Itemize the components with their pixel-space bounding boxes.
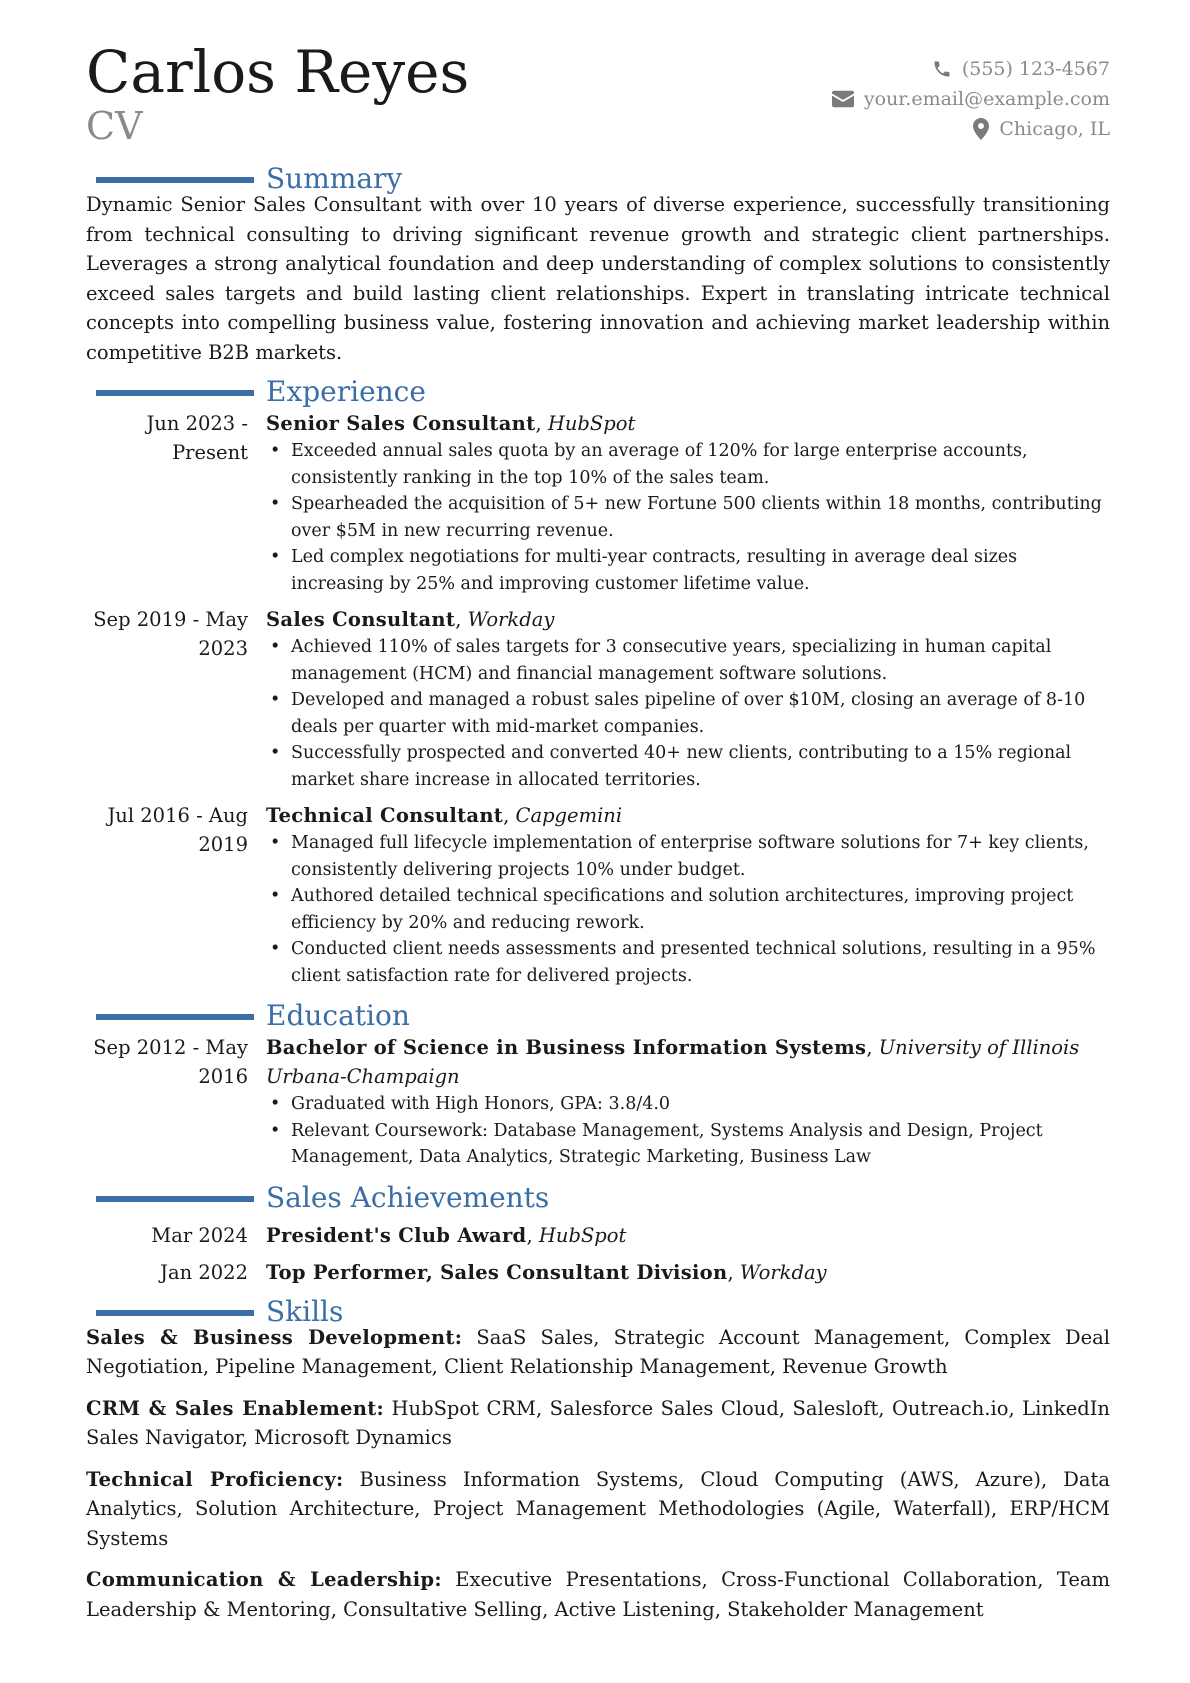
section-bar — [96, 1196, 254, 1202]
entry-title: President's Club Award, HubSpot — [266, 1223, 627, 1247]
entry-title: Top Performer, Sales Consultant Division, Workday — [266, 1260, 827, 1284]
experience-list — [86, 409, 1110, 989]
skill-group — [86, 1394, 1110, 1453]
entry-org: HubSpot — [547, 412, 636, 435]
entry-role: Bachelor of Science in Business Information Systems — [266, 1036, 867, 1059]
section-title: Experience — [266, 375, 426, 408]
envelope-icon — [832, 90, 854, 108]
section-bar — [96, 1014, 254, 1020]
bullet-item: • Relevant Coursework: Database Management, Systems Analysis and Design, Project Management, Data Analytics, Strategic Marketing, Business Law — [266, 1118, 1110, 1171]
entry-org: Capgemini — [515, 804, 623, 827]
section-title: Sales Achievements — [266, 1180, 550, 1214]
skill-text: Business Information Systems, Cloud Computing (AWS, Azure), Data Analytics, Solution Architecture, Project Management Methodologies (Agile, Waterfall), ERP/HCM Systems — [86, 1467, 1110, 1550]
entry-date: Jun 2023 - Present — [146, 412, 248, 464]
skill-group — [86, 1323, 1110, 1382]
education-entry — [86, 1033, 1110, 1171]
candidate-name: Carlos Reyes — [86, 38, 470, 106]
entry-title: Senior Sales Consultant, HubSpot — [266, 412, 636, 435]
section-summary-heading — [86, 160, 1110, 198]
skill-text: HubSpot CRM, Salesforce Sales Cloud, Salesloft, Outreach.io, LinkedIn Sales Navigator, Microsoft Dynamics — [86, 1396, 1110, 1449]
entry-bullets — [266, 634, 1110, 793]
entry-role: Technical Consultant — [266, 804, 504, 827]
entry-role: Sales Consultant — [266, 608, 456, 631]
education-list — [86, 1033, 1110, 1171]
skills-list — [86, 1323, 1110, 1625]
section-experience-heading — [86, 373, 1110, 411]
entry-bullets — [266, 830, 1110, 989]
section-bar — [96, 1310, 254, 1316]
entry-date: Jul 2016 - Aug 2019 — [107, 804, 248, 856]
contact-email[interactable] — [832, 84, 1110, 114]
entry-org: HubSpot — [538, 1223, 627, 1247]
experience-entry — [86, 605, 1110, 793]
bullet-item: • Developed and managed a robust sales pipeline of over $10M, closing an average of 8-10 deals per quarter with mid-market companies. — [266, 687, 1110, 740]
achievement-entry — [86, 1217, 1110, 1254]
experience-entry — [86, 801, 1110, 989]
contact-info — [832, 54, 1110, 144]
skill-text: SaaS Sales, Strategic Account Management, Complex Deal Negotiation, Pipeline Management, Client Relationship Management, Revenue Growth — [86, 1325, 1110, 1378]
section-title: Education — [266, 999, 410, 1032]
location-text: Chicago, IL — [999, 118, 1110, 140]
contact-phone — [832, 54, 1110, 84]
bullet-item: • Successfully prospected and converted 40+ new clients, contributing to a 15% regional market share increase in allocated territories. — [266, 740, 1110, 793]
entry-org: University of Illinois Urbana-Champaign — [266, 1036, 1080, 1088]
skill-label: CRM & Sales Enablement: — [86, 1396, 385, 1420]
section-bar — [96, 390, 254, 396]
bullet-item: • Graduated with High Honors, GPA: 3.8/4.0 — [266, 1091, 1110, 1118]
achievement-entry — [86, 1254, 1110, 1291]
skill-label: Sales & Business Development: — [86, 1325, 463, 1349]
contact-location — [832, 114, 1110, 144]
phone-icon — [932, 59, 952, 79]
entry-role: Top Performer, Sales Consultant Division — [266, 1260, 728, 1284]
entry-date: Sep 2019 - May 2023 — [93, 608, 248, 660]
skill-text: Executive Presentations, Cross-Functional Collaboration, Team Leadership & Mentoring, Consultative Selling, Active Listening, Stakeholder Management — [86, 1568, 1110, 1621]
entry-title: Bachelor of Science in Business Information Systems, University of Illinois Urbana-Champaign — [266, 1036, 1080, 1088]
bullet-item: • Led complex negotiations for multi-year contracts, resulting in average deal sizes increasing by 25% and improving customer lifetime value. — [266, 544, 1110, 597]
bullet-item: • Authored detailed technical specifications and solution architectures, improving project efficiency by 20% and reducing rework. — [266, 883, 1110, 936]
entry-title: Sales Consultant, Workday — [266, 608, 555, 631]
resume-header — [86, 40, 1110, 158]
section-skills-heading — [86, 1293, 1110, 1331]
bullet-item: • Managed full lifecycle implementation of enterprise software solutions for 7+ key clients, consistently delivering projects 10% under budget. — [266, 830, 1110, 883]
entry-org: Workday — [467, 608, 555, 631]
entry-role: Senior Sales Consultant — [266, 412, 536, 435]
bullet-item: • Exceeded annual sales quota by an average of 120% for large enterprise accounts, consistently ranking in the top 10% of the sales team. — [266, 438, 1110, 491]
section-education-heading — [86, 997, 1110, 1035]
entry-bullets — [266, 438, 1110, 597]
map-pin-icon — [973, 118, 989, 140]
bullet-item: • Conducted client needs assessments and presented technical solutions, resulting in a 95% client satisfaction rate for delivered projects. — [266, 936, 1110, 989]
achievements-list — [86, 1217, 1110, 1291]
section-bar — [96, 177, 254, 183]
skill-label: Technical Proficiency: — [86, 1467, 344, 1491]
resume-page — [86, 40, 1110, 1636]
skill-group — [86, 1465, 1110, 1554]
entry-org: Workday — [739, 1260, 827, 1284]
entry-bullets — [266, 1091, 1110, 1171]
entry-date: Jan 2022 — [160, 1260, 248, 1284]
section-achievements-heading — [86, 1179, 1110, 1217]
skill-label: Communication & Leadership: — [86, 1568, 442, 1591]
section-title: Skills — [266, 1294, 344, 1328]
email-text[interactable]: your.email@example.com — [863, 88, 1110, 110]
experience-entry — [86, 409, 1110, 597]
skill-group — [86, 1565, 1110, 1624]
bullet-item: • Spearheaded the acquisition of 5+ new Fortune 500 clients within 18 months, contributing over $5M in new recurring revenue. — [266, 491, 1110, 544]
entry-role: President's Club Award — [266, 1223, 527, 1247]
document-subtitle: CV — [86, 104, 143, 148]
entry-title: Technical Consultant, Capgemini — [266, 804, 623, 827]
bullet-item: • Achieved 110% of sales targets for 3 consecutive years, specializing in human capital management (HCM) and financial management software solutions. — [266, 634, 1110, 687]
entry-date: Sep 2012 - May 2016 — [93, 1036, 248, 1088]
phone-text: (555) 123-4567 — [961, 58, 1110, 80]
entry-date: Mar 2024 — [151, 1223, 248, 1247]
section-title: Summary — [266, 162, 403, 195]
summary-text: Dynamic Senior Sales Consultant with over 10 years of diverse experience, successfully transitioning from technical consulting to driving significant revenue growth and strategic client partnerships. Leverages a strong analytical foundation and deep understanding of complex solutions to consistently exceed sales targets and build lasting client relationships. Expert in translating intricate technical concepts into compelling business value, fostering innovation and achieving market leadership within competitive B2B markets. — [86, 193, 1110, 364]
